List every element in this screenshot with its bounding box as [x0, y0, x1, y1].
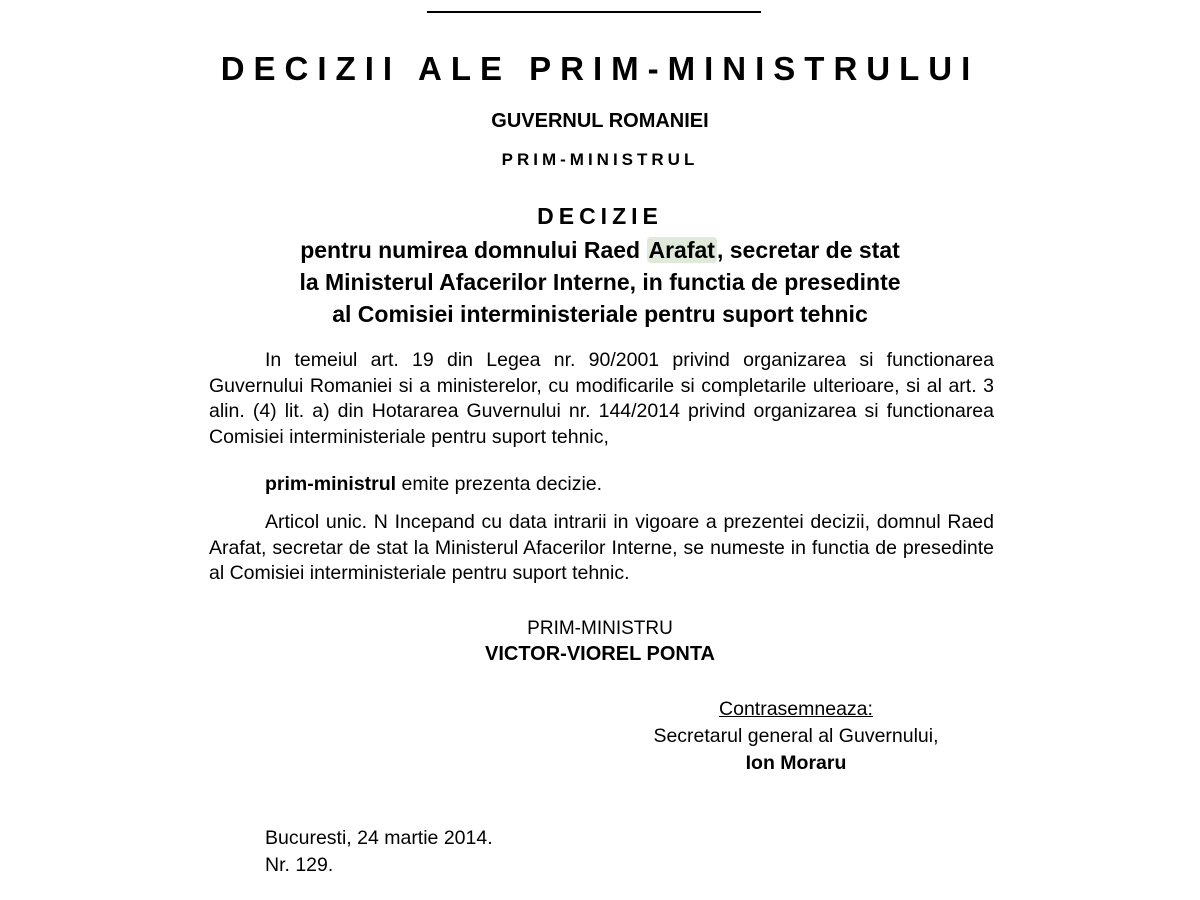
issuer-name: GUVERNUL ROMANIEI	[491, 110, 709, 132]
highlighted-name: Arafat	[648, 237, 715, 263]
top-divider	[427, 11, 761, 13]
title-text: pentru numirea domnului Raed	[300, 237, 647, 263]
countersign-name: Ion Moraru	[745, 752, 847, 774]
emits-subject: prim-ministrul	[265, 473, 397, 495]
issuing-office: PRIM-MINISTRUL	[501, 150, 699, 169]
decision-title-line-1	[0, 234, 1200, 266]
decision-title-line-2: la Ministerul Afacerilor Interne, in functia de presedinte	[299, 269, 901, 295]
document-number: Nr. 129.	[265, 854, 334, 876]
countersign-label: Contrasemneaza:	[719, 698, 873, 720]
countersignature-block	[636, 696, 956, 777]
emits-paragraph	[209, 472, 994, 498]
document-footer	[265, 825, 493, 879]
signatory-title: PRIM-MINISTRU	[527, 618, 673, 639]
decision-title-line-3: al Comisiei interministeriale pentru suport tehnic	[332, 301, 868, 327]
place-and-date: Bucuresti, 24 martie 2014.	[265, 827, 493, 849]
legal-basis-paragraph: In temeiul art. 19 din Legea nr. 90/2001 privind organizarea si functionarea Guvernului Romaniei si a ministerelor, cu modificarile si completarile ulterioare, si al art. 3 alin. (4) lit. a) din Hotararea Guvernului nr. 144/2014 privind organizarea si functionarea Comisiei interministeriale pentru suport tehnic,	[209, 349, 994, 448]
section-heading: DECIZII ALE PRIM-MINISTRULUI	[220, 50, 980, 87]
countersign-role: Secretarul general al Guvernului,	[653, 725, 939, 747]
sole-article-paragraph: Articol unic. N Incepand cu data intrarii in vigoare a prezentei decizii, domnul Raed Arafat, secretar de stat la Ministerul Afacerilor Interne, se numeste in functia de presedinte al Comisiei interministeriale pentru suport tehnic.	[209, 511, 994, 585]
document-type: DECIZIE	[537, 203, 663, 229]
decision-title	[0, 234, 1200, 330]
signatory-name: VICTOR-VIOREL PONTA	[484, 643, 716, 665]
title-text: , secretar de stat	[716, 237, 900, 263]
emits-text: emite prezenta decizie.	[396, 473, 603, 495]
